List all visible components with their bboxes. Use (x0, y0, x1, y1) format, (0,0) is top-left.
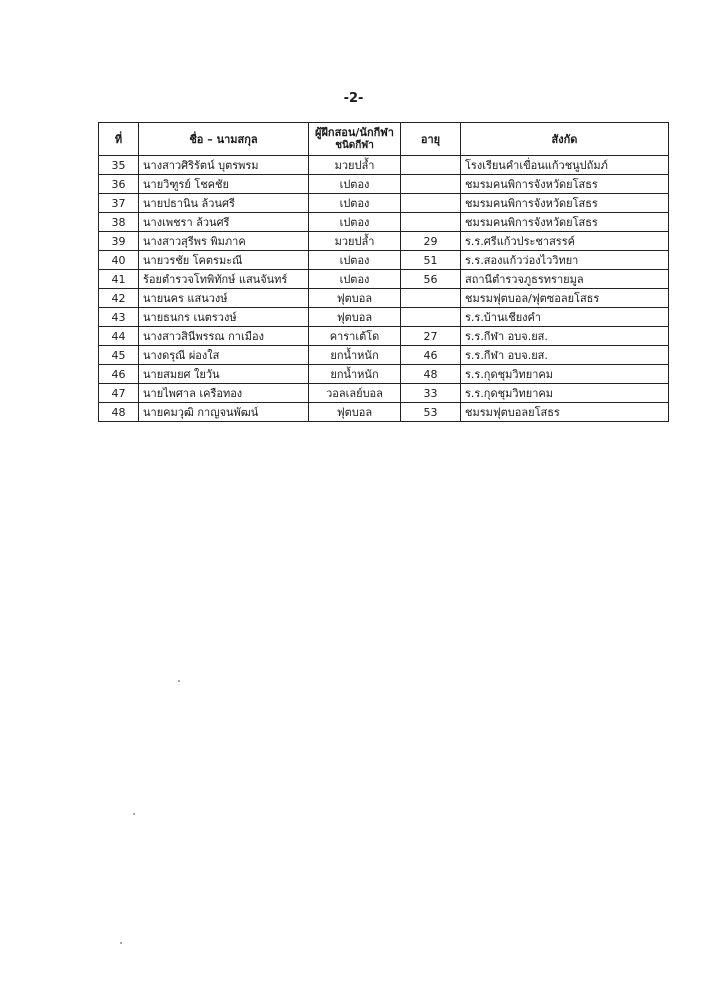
cell-age: 51 (401, 251, 461, 270)
cell-name: นายสมยศ ใยวัน (139, 365, 309, 384)
cell-affiliation: ชมรมคนพิการจังหวัดยโสธร (461, 213, 669, 232)
cell-sport: ยกน้ำหนัก (309, 365, 401, 384)
cell-no: 47 (99, 384, 139, 403)
cell-affiliation: ชมรมฟุตบอลยโสธร (461, 403, 669, 422)
scan-speck (178, 680, 180, 682)
cell-sport: มวยปล้ำ (309, 156, 401, 175)
cell-age (401, 175, 461, 194)
table-row (99, 346, 669, 365)
cell-affiliation: ร.ร.บ้านเชียงคำ (461, 308, 669, 327)
header-sport-line2: ชนิดกีฬา (335, 140, 374, 151)
cell-age: 29 (401, 232, 461, 251)
scan-speck (133, 813, 135, 815)
cell-no: 46 (99, 365, 139, 384)
table-row (99, 327, 669, 346)
cell-sport: วอลเลย์บอล (309, 384, 401, 403)
cell-affiliation: ร.ร.ศรีแก้วประชาสรรค์ (461, 232, 669, 251)
cell-name: นายคมวุฒิ กาญจนพัฒน์ (139, 403, 309, 422)
cell-name: นางสาวสุรีพร พิมภาค (139, 232, 309, 251)
cell-name: นางเพชรา ล้วนศรี (139, 213, 309, 232)
cell-age: 46 (401, 346, 461, 365)
cell-no: 43 (99, 308, 139, 327)
cell-no: 41 (99, 270, 139, 289)
header-name: ชื่อ – นามสกุล (139, 123, 309, 156)
table-row (99, 175, 669, 194)
cell-affiliation: ร.ร.กีฬา อบจ.ยส. (461, 327, 669, 346)
cell-affiliation: ชมรมคนพิการจังหวัดยโสธร (461, 175, 669, 194)
cell-affiliation: โรงเรียนคำเขื่อนแก้วชนูปถัมภ์ (461, 156, 669, 175)
cell-name: ร้อยตำรวจโทพิทักษ์ แสนจันทร์ (139, 270, 309, 289)
cell-name: นายนคร แสนวงษ์ (139, 289, 309, 308)
cell-no: 37 (99, 194, 139, 213)
cell-name: นางสาวศิริรัตน์ บุตรพรม (139, 156, 309, 175)
table-row (99, 156, 669, 175)
cell-sport: เปตอง (309, 251, 401, 270)
cell-name: นายปธานิน ล้วนศรี (139, 194, 309, 213)
cell-no: 48 (99, 403, 139, 422)
header-age: อายุ (401, 123, 461, 156)
cell-no: 36 (99, 175, 139, 194)
cell-age: 33 (401, 384, 461, 403)
cell-no: 40 (99, 251, 139, 270)
cell-age: 53 (401, 403, 461, 422)
table-header (99, 123, 669, 156)
table-row (99, 308, 669, 327)
table-row (99, 365, 669, 384)
cell-no: 45 (99, 346, 139, 365)
header-sport (309, 123, 401, 156)
cell-sport: คาราเต้โด (309, 327, 401, 346)
table-row (99, 289, 669, 308)
table-row (99, 194, 669, 213)
cell-no: 44 (99, 327, 139, 346)
header-affiliation: สังกัด (461, 123, 669, 156)
cell-age: 56 (401, 270, 461, 289)
athlete-roster-table (98, 122, 669, 422)
table-row (99, 270, 669, 289)
cell-affiliation: ร.ร.กุดชุมวิทยาคม (461, 365, 669, 384)
table-row (99, 403, 669, 422)
cell-age: 48 (401, 365, 461, 384)
cell-age (401, 289, 461, 308)
cell-sport: เปตอง (309, 194, 401, 213)
cell-sport: ยกน้ำหนัก (309, 346, 401, 365)
scan-speck (120, 942, 122, 944)
cell-affiliation: ร.ร.กุดชุมวิทยาคม (461, 384, 669, 403)
cell-sport: เปตอง (309, 175, 401, 194)
cell-age (401, 308, 461, 327)
cell-age (401, 156, 461, 175)
cell-sport: ฟุตบอล (309, 403, 401, 422)
cell-name: นางดรุณี ผ่องใส (139, 346, 309, 365)
cell-name: นายธนกร เนตรวงษ์ (139, 308, 309, 327)
cell-sport: ฟุตบอล (309, 308, 401, 327)
cell-sport: เปตอง (309, 270, 401, 289)
cell-no: 39 (99, 232, 139, 251)
cell-affiliation: ร.ร.สองแก้วว่องไววิทยา (461, 251, 669, 270)
table-row (99, 251, 669, 270)
cell-name: นายวรชัย โคตรมะณี (139, 251, 309, 270)
cell-affiliation: ร.ร.กีฬา อบจ.ยส. (461, 346, 669, 365)
cell-name: นายไพศาล เครือทอง (139, 384, 309, 403)
cell-name: นางสาวสินีพรรณ กาเมือง (139, 327, 309, 346)
cell-no: 38 (99, 213, 139, 232)
cell-no: 35 (99, 156, 139, 175)
cell-sport: ฟุตบอล (309, 289, 401, 308)
header-no: ที่ (99, 123, 139, 156)
cell-age: 27 (401, 327, 461, 346)
cell-sport: เปตอง (309, 213, 401, 232)
cell-sport: มวยปล้ำ (309, 232, 401, 251)
table-row (99, 384, 669, 403)
cell-no: 42 (99, 289, 139, 308)
cell-name: นายวิฑูรย์ โชคชัย (139, 175, 309, 194)
table-row (99, 232, 669, 251)
cell-age (401, 194, 461, 213)
cell-age (401, 213, 461, 232)
table-row (99, 213, 669, 232)
header-row (99, 123, 669, 156)
cell-affiliation: สถานีตำรวจภูธรทรายมูล (461, 270, 669, 289)
table-body (99, 156, 669, 422)
header-sport-line1: ผู้ฝึกสอน/นักกีฬา (315, 126, 394, 139)
page-number: -2- (343, 91, 364, 106)
cell-affiliation: ชมรมฟุตบอล/ฟุตซอลยโสธร (461, 289, 669, 308)
cell-affiliation: ชมรมคนพิการจังหวัดยโสธร (461, 194, 669, 213)
